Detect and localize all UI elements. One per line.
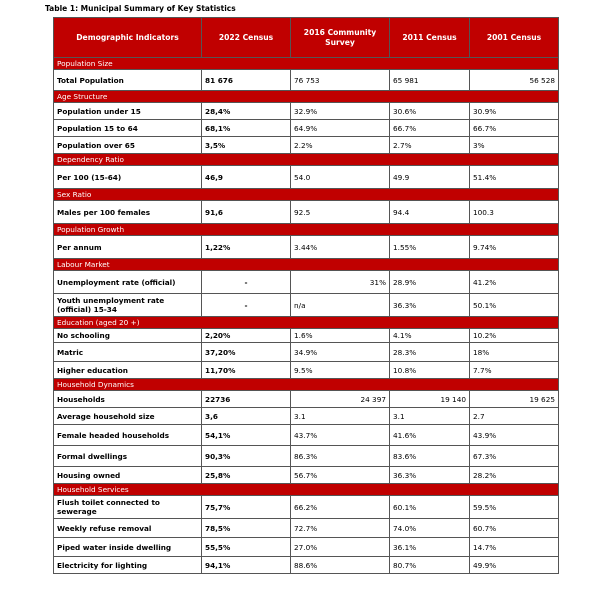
section-header [54,91,559,103]
cell-2016: 1.6% [291,329,390,343]
cell-2011: 3.1 [390,408,470,425]
row-label: Per 100 (15-64) [54,166,202,189]
cell-2016: 31% [291,271,390,294]
row-label: Youth unemployment rate (official) 15-34 [54,294,202,317]
section-header [54,189,559,201]
row-label: Population over 65 [54,137,202,154]
cell-2011: 1.55% [390,236,470,259]
cell-2011: 36.3% [390,294,470,317]
header-2016: 2016 Community Survey [291,18,390,58]
cell-2011: 80.7% [390,557,470,574]
cell-2016: 72.7% [291,519,390,538]
section-header [54,224,559,236]
cell-2022: 75,7% [202,496,291,519]
table-row [54,166,559,189]
header-row [54,18,559,58]
table-row [54,519,559,538]
cell-2016: 24 397 [291,391,390,408]
section-header [54,259,559,271]
cell-2016: 54.0 [291,166,390,189]
row-label: Formal dwellings [54,446,202,467]
cell-2022: 22736 [202,391,291,408]
section-title: Household Dynamics [54,379,559,391]
row-label: Piped water inside dwelling [54,538,202,557]
cell-2022: - [202,271,291,294]
row-label: Electricity for lighting [54,557,202,574]
section-title: Dependency Ratio [54,154,559,166]
cell-2001: 7.7% [470,362,559,379]
table-row [54,70,559,91]
section-header [54,154,559,166]
table-row [54,236,559,259]
cell-2001: 56 528 [470,70,559,91]
cell-2022: 90,3% [202,446,291,467]
row-label: Unemployment rate (official) [54,271,202,294]
cell-2016: 32.9% [291,103,390,120]
cell-2011: 28.3% [390,343,470,362]
cell-2011: 4.1% [390,329,470,343]
cell-2001: 100.3 [470,201,559,224]
section-title: Age Structure [54,91,559,103]
table-row [54,446,559,467]
section-title: Sex Ratio [54,189,559,201]
table-row [54,408,559,425]
cell-2016: 88.6% [291,557,390,574]
cell-2001: 49.9% [470,557,559,574]
cell-2011: 74.0% [390,519,470,538]
cell-2011: 36.1% [390,538,470,557]
row-label: Housing owned [54,467,202,484]
cell-2022: 11,70% [202,362,291,379]
section-header [54,58,559,70]
cell-2011: 60.1% [390,496,470,519]
cell-2011: 94.4 [390,201,470,224]
row-label: Per annum [54,236,202,259]
cell-2016: 3.44% [291,236,390,259]
cell-2001: 43.9% [470,425,559,446]
cell-2022: 2,20% [202,329,291,343]
cell-2022: 37,20% [202,343,291,362]
cell-2001: 14.7% [470,538,559,557]
cell-2001: 67.3% [470,446,559,467]
table-row [54,343,559,362]
section-title: Education (aged 20 +) [54,317,559,329]
cell-2022: 94,1% [202,557,291,574]
cell-2001: 19 625 [470,391,559,408]
cell-2011: 65 981 [390,70,470,91]
cell-2016: n/a [291,294,390,317]
cell-2016: 43.7% [291,425,390,446]
section-title: Household Services [54,484,559,496]
section-header [54,484,559,496]
row-label: No schooling [54,329,202,343]
section-header [54,379,559,391]
row-label: Flush toilet connected to sewerage [54,496,202,519]
cell-2001: 51.4% [470,166,559,189]
cell-2016: 92.5 [291,201,390,224]
row-label: Higher education [54,362,202,379]
cell-2001: 28.2% [470,467,559,484]
cell-2022: 25,8% [202,467,291,484]
cell-2016: 34.9% [291,343,390,362]
cell-2016: 9.5% [291,362,390,379]
cell-2011: 49.9 [390,166,470,189]
cell-2011: 10.8% [390,362,470,379]
cell-2011: 30.6% [390,103,470,120]
cell-2022: 1,22% [202,236,291,259]
row-label: Population under 15 [54,103,202,120]
cell-2001: 9.74% [470,236,559,259]
table-row [54,271,559,294]
cell-2022: 68,1% [202,120,291,137]
cell-2016: 76 753 [291,70,390,91]
cell-2022: - [202,294,291,317]
cell-2011: 66.7% [390,120,470,137]
cell-2022: 46,9 [202,166,291,189]
cell-2011: 19 140 [390,391,470,408]
section-header [54,317,559,329]
section-title: Population Growth [54,224,559,236]
cell-2016: 66.2% [291,496,390,519]
cell-2011: 2.7% [390,137,470,154]
cell-2001: 41.2% [470,271,559,294]
table-row [54,425,559,446]
cell-2016: 3.1 [291,408,390,425]
header-2022: 2022 Census [202,18,291,58]
cell-2016: 2.2% [291,137,390,154]
table-row [54,294,559,317]
cell-2022: 3,5% [202,137,291,154]
cell-2011: 41.6% [390,425,470,446]
table-caption: Table 1: Municipal Summary of Key Statistics [45,4,236,13]
row-label: Matric [54,343,202,362]
cell-2016: 86.3% [291,446,390,467]
table-row [54,538,559,557]
header-2011: 2011 Census [390,18,470,58]
key-statistics-table [53,17,559,574]
row-label: Population 15 to 64 [54,120,202,137]
cell-2001: 3% [470,137,559,154]
cell-2001: 60.7% [470,519,559,538]
table-row [54,362,559,379]
table-row [54,467,559,484]
cell-2022: 55,5% [202,538,291,557]
header-indicators: Demographic Indicators [54,18,202,58]
table-row [54,201,559,224]
table-row [54,103,559,120]
cell-2011: 28.9% [390,271,470,294]
table-row [54,329,559,343]
row-label: Total Population [54,70,202,91]
cell-2022: 91,6 [202,201,291,224]
cell-2001: 66.7% [470,120,559,137]
row-label: Households [54,391,202,408]
cell-2011: 36.3% [390,467,470,484]
cell-2001: 18% [470,343,559,362]
section-title: Population Size [54,58,559,70]
table-row [54,120,559,137]
table-row [54,391,559,408]
table-row [54,557,559,574]
section-title: Labour Market [54,259,559,271]
cell-2016: 27.0% [291,538,390,557]
cell-2011: 83.6% [390,446,470,467]
cell-2001: 59.5% [470,496,559,519]
table-row [54,137,559,154]
cell-2022: 54,1% [202,425,291,446]
row-label: Weekly refuse removal [54,519,202,538]
cell-2022: 78,5% [202,519,291,538]
cell-2001: 50.1% [470,294,559,317]
row-label: Average household size [54,408,202,425]
cell-2001: 30.9% [470,103,559,120]
row-label: Female headed households [54,425,202,446]
cell-2016: 64.9% [291,120,390,137]
cell-2001: 10.2% [470,329,559,343]
row-label: Males per 100 females [54,201,202,224]
cell-2022: 3,6 [202,408,291,425]
header-2001: 2001 Census [470,18,559,58]
cell-2001: 2.7 [470,408,559,425]
cell-2016: 56.7% [291,467,390,484]
cell-2022: 81 676 [202,70,291,91]
cell-2022: 28,4% [202,103,291,120]
table-row [54,496,559,519]
